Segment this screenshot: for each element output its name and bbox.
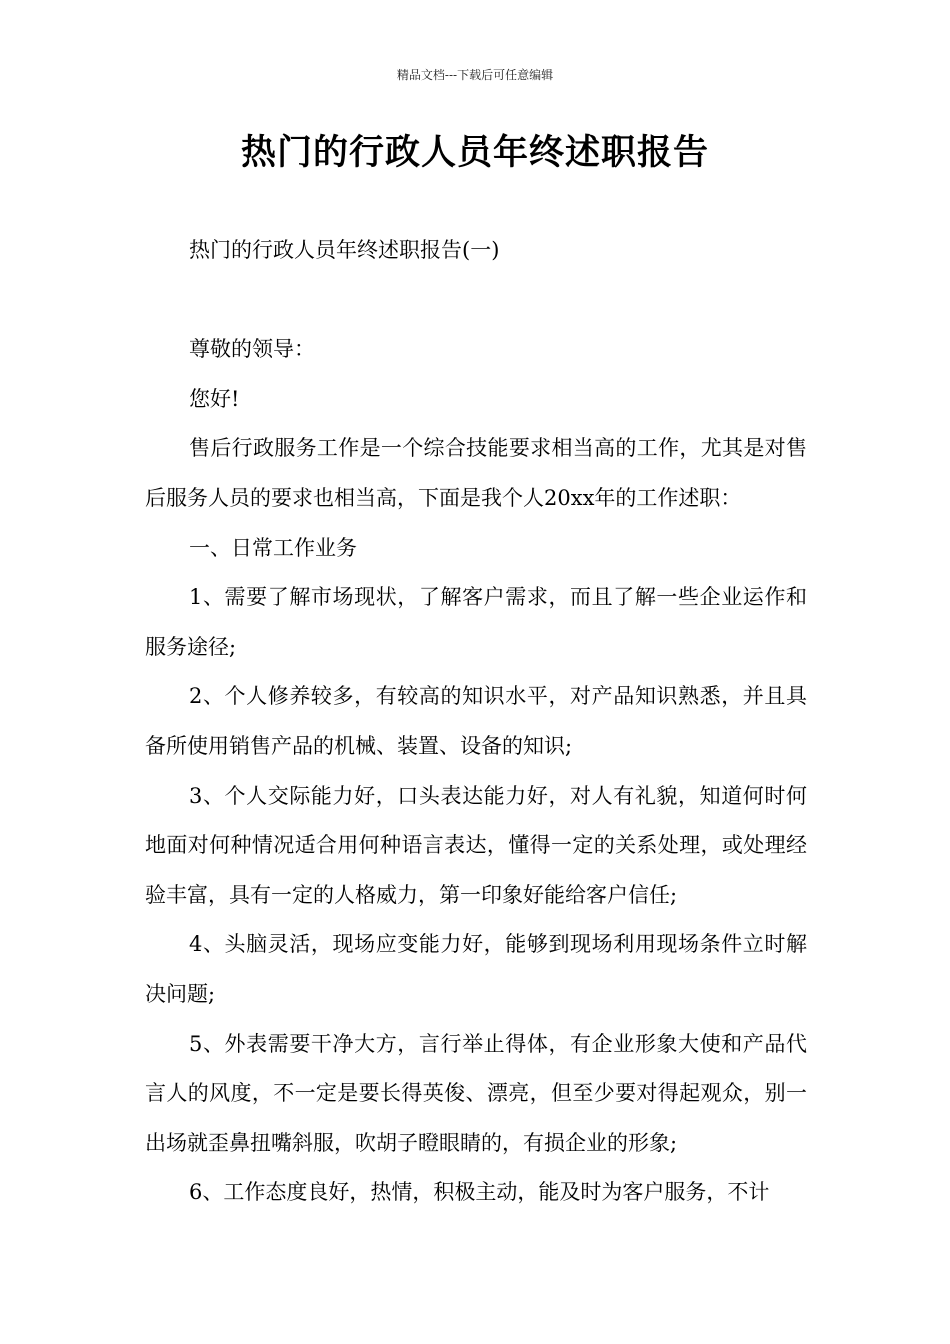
list-item-2: 2、个人修养较多，有较高的知识水平，对产品知识熟悉，并且具备所使用销售产品的机械、装置、设备的知识; <box>145 684 807 758</box>
document-title: 热门的行政人员年终述职报告 <box>240 133 709 173</box>
section-heading: 一、日常工作业务 <box>189 535 357 560</box>
document-body <box>145 226 807 1218</box>
list-item-4: 4、头脑灵活，现场应变能力好，能够到现场利用现场条件立时解决问题; <box>145 932 807 1006</box>
header-note: 精品文档---下载后可任意编辑 <box>396 68 554 82</box>
list-item-5: 5、外表需要干净大方，言行举止得体，有企业形象大使和产品代言人的风度，不一定是要长得英俊、漂亮，但至少要对得起观众，别一出场就歪鼻扭嘴斜服，吹胡子瞪眼睛的，有损企业的形象; <box>145 1031 807 1155</box>
list-item-1: 1、需要了解市场现状，了解客户需求，而且了解一些企业运作和服务途径; <box>145 585 807 659</box>
greeting-paragraph: 您好! <box>189 386 240 411</box>
list-item-3: 3、个人交际能力好，口头表达能力好，对人有礼貌，知道何时何地面对何种情况适合用何种语言表达，懂得一定的关系处理，或处理经验丰富，具有一定的人格威力，第一印象好能给客户信任; <box>145 783 807 907</box>
salutation-paragraph: 尊敬的领导： <box>189 337 315 362</box>
intro-paragraph: 售后行政服务工作是一个综合技能要求相当高的工作，尤其是对售后服务人员的要求也相当高，下面是我个人20xx年的工作述职： <box>145 436 807 510</box>
subtitle-paragraph: 热门的行政人员年终述职报告(一) <box>189 238 500 262</box>
list-item-6: 6、工作态度良好，热情，积极主动，能及时为客户服务，不计 <box>189 1180 770 1205</box>
